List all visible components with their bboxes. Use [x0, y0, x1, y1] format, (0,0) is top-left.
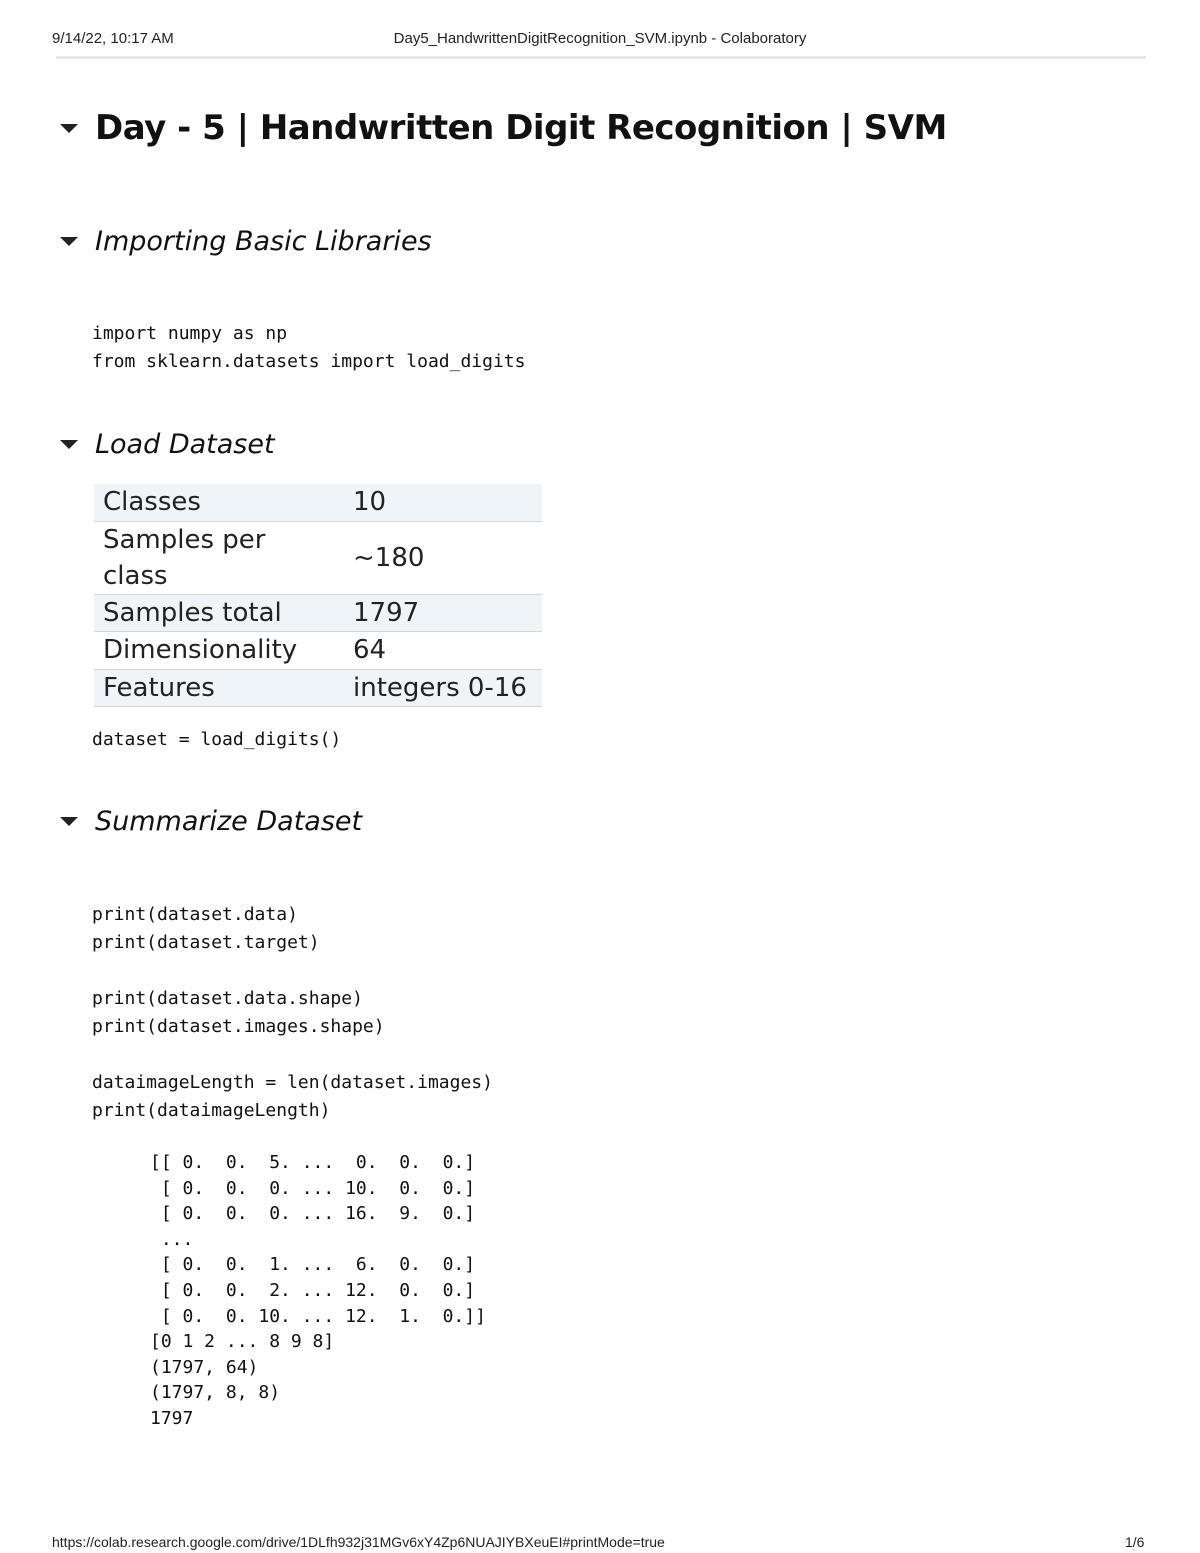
code-cell-summarize[interactable]: print(dataset.data) print(dataset.target) print(dataset.data.shape) print(dataset.images.shape) dataimageLength = len(dataset.images) print(dataimageLength)	[92, 904, 493, 1121]
table-row	[94, 632, 542, 670]
dataset-info-table	[94, 484, 542, 707]
table-cell-value: 1797	[344, 594, 542, 632]
importing-libraries-heading[interactable]	[60, 226, 432, 257]
code-cell-load[interactable]: dataset = load_digits()	[92, 729, 342, 750]
print-datetime: 9/14/22, 10:17 AM	[52, 30, 174, 47]
page-title: Day - 5 | Handwritten Digit Recognition | SVM	[95, 108, 947, 148]
table-cell-value: integers 0-16	[344, 669, 542, 707]
print-url: https://colab.research.google.com/drive/1DLfh932j31MGv6xY4Zp6NUAJIYBXeuEI#printMode=true	[52, 1534, 665, 1550]
main-title-heading[interactable]	[60, 108, 947, 148]
table-cell-label: Dimensionality	[94, 632, 344, 670]
table-row	[94, 594, 542, 632]
summarize-dataset-heading[interactable]	[60, 806, 362, 837]
table-cell-value: 10	[344, 484, 542, 521]
collapse-caret-icon[interactable]	[60, 237, 78, 246]
collapse-caret-icon[interactable]	[60, 124, 78, 133]
page-number: 1/6	[1125, 1534, 1145, 1550]
section-title-importing: Importing Basic Libraries	[95, 226, 432, 257]
cell-output-summarize: [[ 0. 0. 5. ... 0. 0. 0.] [ 0. 0. 0. ... 10. 0. 0.] [ 0. 0. 0. ... 16. 9. 0.] ... [ 0. 0. 1. ... 6. 0. 0.] [ 0. 0. 2. ... 12. 0. 0.] [ 0. 0. 10. ... 12. 1. 0.]] [0 1 2 ... 8 9 8] (1797, 64) (1797, 8, 8) 1797	[150, 1152, 486, 1429]
section-title-summarize: Summarize Dataset	[95, 806, 363, 837]
table-cell-value: 64	[344, 632, 542, 670]
code-cell-imports[interactable]: import numpy as np from sklearn.datasets import load_digits	[92, 323, 526, 372]
collapse-caret-icon[interactable]	[60, 817, 78, 826]
load-dataset-heading[interactable]	[60, 429, 275, 460]
table-cell-value: ~180	[344, 521, 542, 594]
table-cell-label: Classes	[94, 484, 344, 521]
header-divider	[56, 56, 1146, 59]
table-cell-label: Samples per class	[94, 521, 344, 594]
table-cell-label: Samples total	[94, 594, 344, 632]
collapse-caret-icon[interactable]	[60, 440, 78, 449]
print-document-title: Day5_HandwrittenDigitRecognition_SVM.ipynb - Colaboratory	[393, 30, 807, 47]
table-row	[94, 521, 542, 594]
table-row	[94, 669, 542, 707]
table-cell-label: Features	[94, 669, 344, 707]
table-row	[94, 484, 542, 521]
section-title-load: Load Dataset	[95, 429, 275, 460]
